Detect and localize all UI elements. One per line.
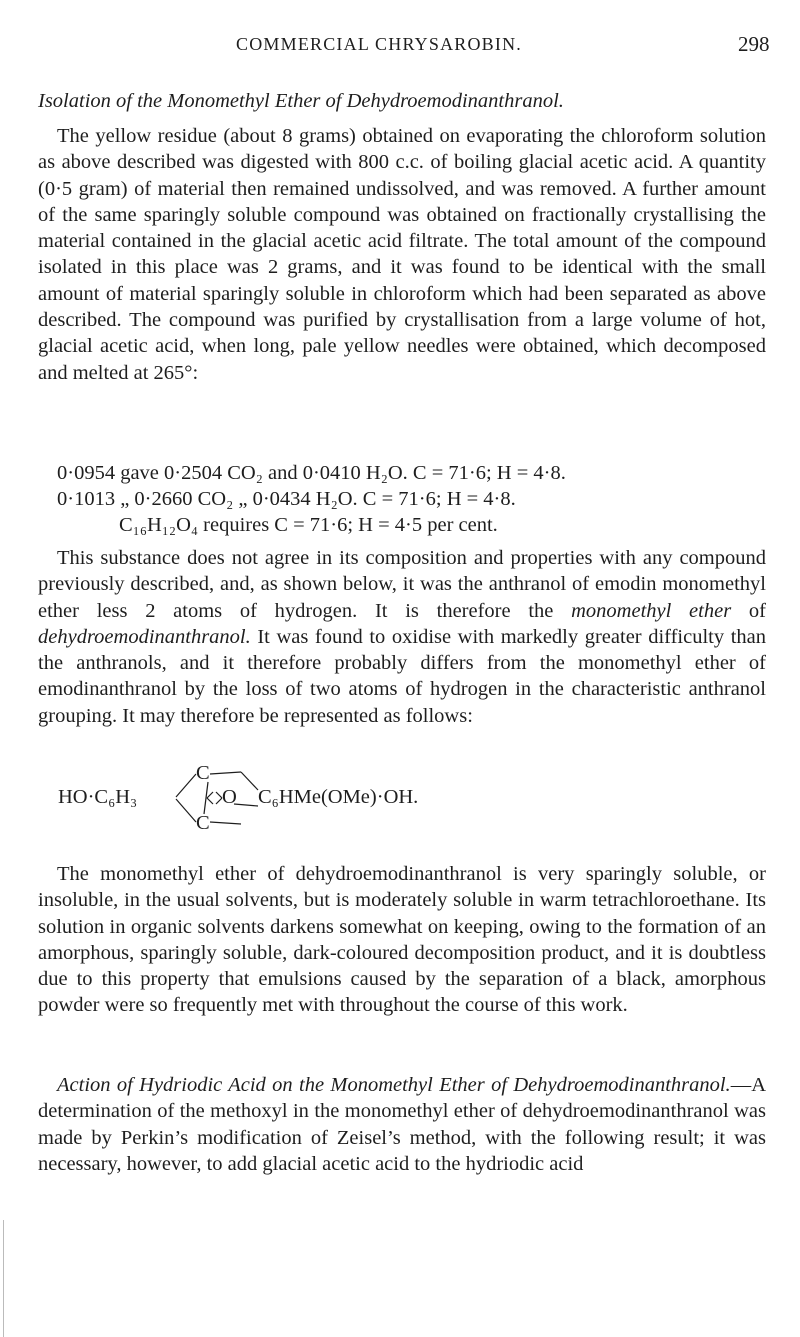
formula-ring-oxygen: O — [222, 786, 237, 808]
formula-left-group: HO·C₆H₃ — [58, 786, 138, 808]
italic-monomethyl-ether: monomethyl ether — [571, 599, 732, 622]
paragraph-substance-of: of — [731, 599, 766, 622]
formula-top-carbon: C — [196, 762, 210, 784]
margin-rule — [3, 1220, 4, 1337]
paragraph-residue: The yellow residue (about 8 grams) obtained on evaporating the chloroform solution as above described was digested with 800 c.c. of boiling glacial acetic acid. A quantity (0·5 gram) of material then remained undissolved, and was removed. A further amount of the same sparingly soluble compound was obtained on fractionally crystallising the material contained in the glacial acetic acid filtrate. The total amount of the compound isolated in this place was 2 grams, and it was found to be identical with the small amount of material sparingly soluble in chloroform which had been separated as above described. The compound was purified by crystallisation from a large volume of hot, glacial acetic acid, when long, pale yellow needles were obtained, which decomposed and melted at 265°: — [38, 125, 766, 384]
paragraph-substance-text-b: It was found to oxidise with markedly greater difficulty than the anthranols, and it therefore probably differs from the monomethyl ether of emodinanthranol by the loss of two atoms of hydrogen in the characteristic anthranol grouping. It may therefore be represented as follows: — [38, 625, 766, 727]
running-head — [0, 18, 800, 56]
paragraph-hydriodic — [38, 1072, 766, 1177]
paragraph-solubility: The monomethyl ether of dehydroemodinanthranol is very sparingly soluble, or insoluble, in the usual solvents, but is moderately soluble in warm tetrachloroethane. Its solution in organic solvents darkens somewhat on keeping, owing to the formation of an amorphous, sparingly soluble, dark-coloured decomposition product, and it is doubtless due to this property that emulsions caused by the separation of a black, amorphous powder were so frequently met with throughout the course of this work. — [38, 863, 766, 1017]
analysis-line-1: 0·0954 gave 0·2504 CO₂ and 0·0410 H₂O. C = 71·6; H = 4·8. — [57, 462, 566, 484]
formula-bottom-carbon: C — [196, 812, 210, 834]
analysis-line-2: 0·1013 „ 0·2660 CO₂ „ 0·0434 H₂O. C = 71·6; H = 4·8. — [57, 488, 516, 510]
italic-dehydroemodinanthranol: dehydroemodinanthranol. — [38, 625, 251, 648]
section-heading-hydriodic: Action of Hydriodic Acid on the Monomethyl Ether of Dehydroemodinanthranol. — [57, 1074, 731, 1096]
analysis-requires: C₁₆H₁₂O₄ requires C = 71·6; H = 4·5 per cent. — [119, 514, 498, 536]
section-heading: Isolation of the Monomethyl Ether of Dehydroemodinanthranol. — [38, 90, 564, 112]
paragraph-hydriodic-text: —A determination of the methoxyl in the monomethyl ether of dehydroemodinanthranol was made by Perkin’s modification of Zeisel’s method, with the following result; it was necessary, however, to add glacial acetic acid to the hydriodic acid — [38, 1074, 766, 1175]
formula-right-group: C₆HMe(OMe)·OH. — [258, 786, 419, 808]
structural-formula — [58, 758, 658, 838]
paragraph-substance — [38, 545, 766, 729]
running-title: COMMERCIAL CHRYSAROBIN. — [236, 34, 522, 54]
page-number: 298 — [738, 32, 770, 56]
paragraph-substance-text-a: This substance does not agree in its composition and properties with any compound previously described, and, as shown below, it was the anthranol of emodin monomethyl ether less 2 atoms of hydrogen. It is therefore the — [38, 547, 766, 622]
